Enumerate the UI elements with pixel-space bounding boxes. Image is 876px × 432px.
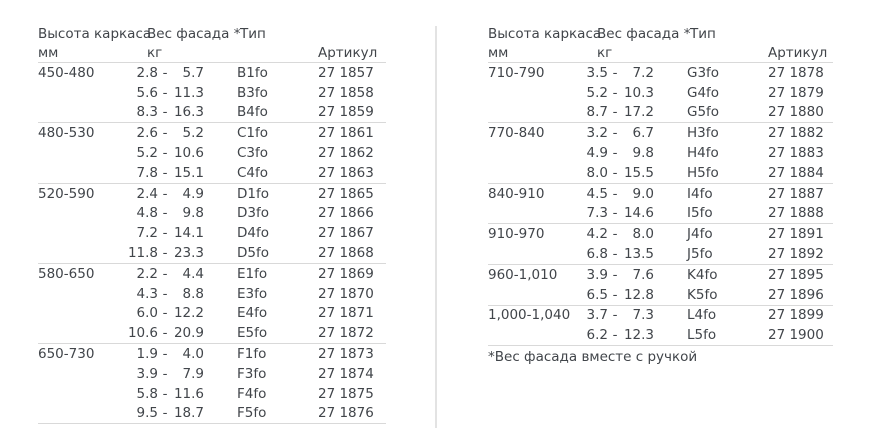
type-cell: L4fo — [687, 307, 717, 324]
article-cell: 27 1879 — [768, 84, 824, 101]
weight-max: 9.8 — [182, 205, 204, 222]
weight-max: 7.3 — [632, 307, 654, 324]
article-cell: 27 1896 — [768, 286, 824, 303]
type-cell: B3fo — [237, 84, 268, 101]
weight-max: 6.7 — [632, 125, 654, 142]
table-row — [38, 264, 386, 284]
height-group — [488, 62, 833, 122]
height-range: 710-790 — [488, 64, 545, 81]
unit-kg: кг — [147, 44, 163, 61]
article-cell: 27 1862 — [318, 145, 374, 162]
range-separator: - — [162, 405, 168, 422]
article-cell: 27 1872 — [318, 325, 374, 342]
range-separator: - — [162, 185, 168, 202]
type-cell: C4fo — [237, 164, 269, 181]
weight-min: 8.0 — [586, 164, 608, 181]
weight-min: 2.2 — [136, 265, 158, 282]
article-cell: 27 1895 — [768, 266, 824, 283]
range-separator: - — [162, 225, 168, 242]
type-cell: D1fo — [237, 185, 269, 202]
type-cell: G5fo — [687, 104, 720, 121]
weight-max: 18.7 — [173, 405, 204, 422]
table-row — [488, 204, 833, 224]
weight-max: 13.5 — [623, 246, 654, 263]
type-cell: G3fo — [687, 64, 720, 81]
table-row — [488, 63, 833, 83]
type-cell: L5fo — [687, 327, 717, 344]
article-cell: 27 1884 — [768, 164, 824, 181]
weight-max: 23.3 — [173, 245, 204, 262]
table-row — [38, 364, 386, 384]
type-cell: E1fo — [237, 265, 268, 282]
weight-max: 5.7 — [182, 64, 204, 81]
table-body — [488, 62, 833, 346]
type-cell: H3fo — [687, 125, 719, 142]
col-header-height: Высота каркаса — [38, 25, 152, 42]
article-cell: 27 1874 — [318, 365, 374, 382]
range-separator: - — [162, 205, 168, 222]
weight-max: 16.3 — [173, 104, 204, 121]
weight-max: 7.2 — [632, 64, 654, 81]
type-cell: G4fo — [687, 84, 720, 101]
weight-min: 9.5 — [136, 405, 158, 422]
article-cell: 27 1880 — [768, 104, 824, 121]
weight-min: 3.9 — [586, 266, 608, 283]
type-cell: E3fo — [237, 285, 268, 302]
height-group — [38, 62, 386, 122]
footnote: *Вес фасада вместе с ручкой — [488, 349, 698, 365]
article-cell: 27 1887 — [768, 185, 824, 202]
article-cell: 27 1875 — [318, 385, 374, 402]
article-cell: 27 1859 — [318, 104, 374, 121]
col-header-weight: Вес фасада * — [597, 25, 691, 42]
article-cell: 27 1873 — [318, 346, 374, 363]
range-separator: - — [612, 226, 618, 243]
col-header-article: Артикул — [768, 44, 828, 61]
article-cell: 27 1876 — [318, 405, 374, 422]
col-header-article: Артикул — [318, 44, 378, 61]
type-cell: I5fo — [687, 205, 713, 222]
weight-min: 5.2 — [586, 84, 608, 101]
table-row — [38, 304, 386, 324]
height-range: 580-650 — [38, 265, 95, 282]
weight-max: 5.2 — [182, 125, 204, 142]
type-cell: H4fo — [687, 145, 719, 162]
weight-min: 4.9 — [586, 145, 608, 162]
height-group — [488, 122, 833, 182]
table-row — [38, 223, 386, 243]
type-cell: C3fo — [237, 145, 269, 162]
article-cell: 27 1858 — [318, 84, 374, 101]
header-row-1 — [38, 24, 386, 43]
type-cell: B1fo — [237, 64, 268, 81]
height-group — [488, 223, 833, 264]
height-group — [488, 183, 833, 224]
article-cell: 27 1867 — [318, 225, 374, 242]
article-cell: 27 1883 — [768, 145, 824, 162]
col-header-type: Тип — [240, 25, 266, 42]
table-row — [38, 284, 386, 304]
weight-max: 4.4 — [182, 265, 204, 282]
range-separator: - — [162, 145, 168, 162]
article-cell: 27 1857 — [318, 64, 374, 81]
article-cell: 27 1868 — [318, 245, 374, 262]
weight-min: 2.6 — [136, 125, 158, 142]
type-cell: H5fo — [687, 164, 719, 181]
weight-min: 3.9 — [136, 365, 158, 382]
table-row — [488, 103, 833, 123]
type-cell: B4fo — [237, 104, 268, 121]
height-range: 960-1,010 — [488, 266, 558, 283]
weight-min: 7.8 — [136, 164, 158, 181]
range-separator: - — [612, 64, 618, 81]
height-range: 450-480 — [38, 64, 95, 81]
height-group — [38, 263, 386, 343]
weight-max: 10.3 — [623, 84, 654, 101]
range-separator: - — [612, 266, 618, 283]
type-cell: D4fo — [237, 225, 269, 242]
table-body — [38, 62, 386, 424]
range-separator: - — [162, 245, 168, 262]
range-separator: - — [612, 205, 618, 222]
type-cell: J4fo — [687, 226, 713, 243]
weight-max: 12.3 — [623, 327, 654, 344]
weight-max: 17.2 — [623, 104, 654, 121]
weight-min: 5.6 — [136, 84, 158, 101]
range-separator: - — [612, 84, 618, 101]
article-cell: 27 1891 — [768, 226, 824, 243]
unit-kg: кг — [597, 44, 613, 61]
height-range: 910-970 — [488, 226, 545, 243]
range-separator: - — [612, 185, 618, 202]
range-separator: - — [612, 104, 618, 121]
col-header-height: Высота каркаса — [488, 25, 602, 42]
range-separator: - — [612, 327, 618, 344]
table-row — [488, 325, 833, 345]
article-cell: 27 1882 — [768, 125, 824, 142]
weight-max: 9.0 — [632, 185, 654, 202]
weight-min: 8.3 — [136, 104, 158, 121]
type-cell: E5fo — [237, 325, 268, 342]
range-separator: - — [162, 365, 168, 382]
range-separator: - — [612, 246, 618, 263]
table-row — [488, 224, 833, 244]
table-row — [38, 243, 386, 263]
weight-max: 11.3 — [173, 84, 204, 101]
range-separator: - — [162, 164, 168, 181]
weight-min: 5.2 — [136, 145, 158, 162]
height-group — [38, 183, 386, 263]
type-cell: E4fo — [237, 305, 268, 322]
article-cell: 27 1871 — [318, 305, 374, 322]
table-header — [38, 24, 386, 62]
table-row — [38, 404, 386, 424]
weight-min: 10.6 — [127, 325, 158, 342]
weight-min: 4.2 — [586, 226, 608, 243]
article-cell: 27 1892 — [768, 246, 824, 263]
height-group — [488, 264, 833, 305]
article-cell: 27 1863 — [318, 164, 374, 181]
height-range: 650-730 — [38, 346, 95, 363]
range-separator: - — [162, 346, 168, 363]
table-row — [38, 204, 386, 224]
range-separator: - — [162, 305, 168, 322]
article-cell: 27 1870 — [318, 285, 374, 302]
weight-min: 3.5 — [586, 64, 608, 81]
table-row — [488, 184, 833, 204]
article-cell: 27 1866 — [318, 205, 374, 222]
weight-min: 8.7 — [586, 104, 608, 121]
range-separator: - — [162, 325, 168, 342]
weight-max: 12.8 — [623, 286, 654, 303]
type-cell: F3fo — [237, 365, 267, 382]
table-row — [488, 265, 833, 285]
range-separator: - — [162, 104, 168, 121]
header-row-1 — [488, 24, 833, 43]
range-separator: - — [162, 285, 168, 302]
header-row-2 — [38, 43, 386, 62]
header-row-2 — [488, 43, 833, 62]
type-cell: J5fo — [687, 246, 713, 263]
height-group — [38, 343, 386, 423]
range-separator: - — [162, 265, 168, 282]
weight-min: 1.9 — [136, 346, 158, 363]
article-cell: 27 1861 — [318, 125, 374, 142]
weight-max: 4.9 — [182, 185, 204, 202]
weight-min: 2.8 — [136, 64, 158, 81]
table-header — [488, 24, 833, 62]
type-cell: F1fo — [237, 346, 267, 363]
weight-min: 4.3 — [136, 285, 158, 302]
weight-min: 3.2 — [586, 125, 608, 142]
article-cell: 27 1878 — [768, 64, 824, 81]
weight-max: 20.9 — [173, 325, 204, 342]
type-cell: K4fo — [687, 266, 718, 283]
range-separator: - — [162, 385, 168, 402]
column-divider — [435, 26, 437, 428]
weight-max: 14.6 — [623, 205, 654, 222]
weight-max: 7.9 — [182, 365, 204, 382]
range-separator: - — [612, 145, 618, 162]
type-cell: F5fo — [237, 405, 267, 422]
table-row — [488, 143, 833, 163]
type-cell: D3fo — [237, 205, 269, 222]
weight-min: 6.5 — [586, 286, 608, 303]
table-row — [38, 83, 386, 103]
weight-max: 15.1 — [173, 164, 204, 181]
weight-min: 6.8 — [586, 246, 608, 263]
weight-max: 8.8 — [182, 285, 204, 302]
type-cell: D5fo — [237, 245, 269, 262]
height-group — [38, 122, 386, 182]
weight-max: 9.8 — [632, 145, 654, 162]
article-cell: 27 1888 — [768, 205, 824, 222]
weight-min: 7.3 — [586, 205, 608, 222]
type-cell: C1fo — [237, 125, 269, 142]
article-cell: 27 1899 — [768, 307, 824, 324]
article-cell: 27 1869 — [318, 265, 374, 282]
weight-max: 7.6 — [632, 266, 654, 283]
range-separator: - — [612, 307, 618, 324]
height-range: 770-840 — [488, 125, 545, 142]
height-range: 840-910 — [488, 185, 545, 202]
table-row — [38, 163, 386, 183]
height-range: 520-590 — [38, 185, 95, 202]
height-range: 480-530 — [38, 125, 95, 142]
article-cell: 27 1865 — [318, 185, 374, 202]
range-separator: - — [162, 64, 168, 81]
unit-mm: мм — [488, 44, 509, 61]
unit-mm: мм — [38, 44, 59, 61]
range-separator: - — [162, 84, 168, 101]
range-separator: - — [612, 125, 618, 142]
weight-max: 12.2 — [173, 305, 204, 322]
weight-max: 8.0 — [632, 226, 654, 243]
size-table-right — [488, 24, 833, 346]
table-row — [488, 123, 833, 143]
type-cell: F4fo — [237, 385, 267, 402]
table-row — [38, 63, 386, 83]
table-row — [38, 143, 386, 163]
range-separator: - — [162, 125, 168, 142]
table-row — [38, 103, 386, 123]
range-separator: - — [612, 164, 618, 181]
weight-min: 3.7 — [586, 307, 608, 324]
table-row — [38, 384, 386, 404]
col-header-type: Тип — [690, 25, 716, 42]
weight-min: 2.4 — [136, 185, 158, 202]
table-row — [488, 83, 833, 103]
range-separator: - — [612, 286, 618, 303]
table-row — [488, 285, 833, 305]
weight-max: 14.1 — [173, 225, 204, 242]
size-table-left — [38, 24, 386, 424]
type-cell: K5fo — [687, 286, 718, 303]
table-row — [488, 163, 833, 183]
table-row — [38, 184, 386, 204]
weight-max: 4.0 — [182, 346, 204, 363]
weight-max: 11.6 — [173, 385, 204, 402]
col-header-weight: Вес фасада * — [147, 25, 241, 42]
weight-min: 4.5 — [586, 185, 608, 202]
height-range: 1,000-1,040 — [488, 307, 571, 324]
height-group — [488, 305, 833, 346]
weight-min: 6.2 — [586, 327, 608, 344]
table-row — [488, 306, 833, 326]
weight-max: 15.5 — [623, 164, 654, 181]
weight-min: 4.8 — [136, 205, 158, 222]
table-row — [38, 344, 386, 364]
article-cell: 27 1900 — [768, 327, 824, 344]
table-row — [38, 323, 386, 343]
weight-min: 5.8 — [136, 385, 158, 402]
weight-min: 6.0 — [136, 305, 158, 322]
weight-max: 10.6 — [173, 145, 204, 162]
weight-min: 11.8 — [127, 245, 158, 262]
weight-min: 7.2 — [136, 225, 158, 242]
type-cell: I4fo — [687, 185, 713, 202]
table-row — [488, 244, 833, 264]
table-row — [38, 123, 386, 143]
